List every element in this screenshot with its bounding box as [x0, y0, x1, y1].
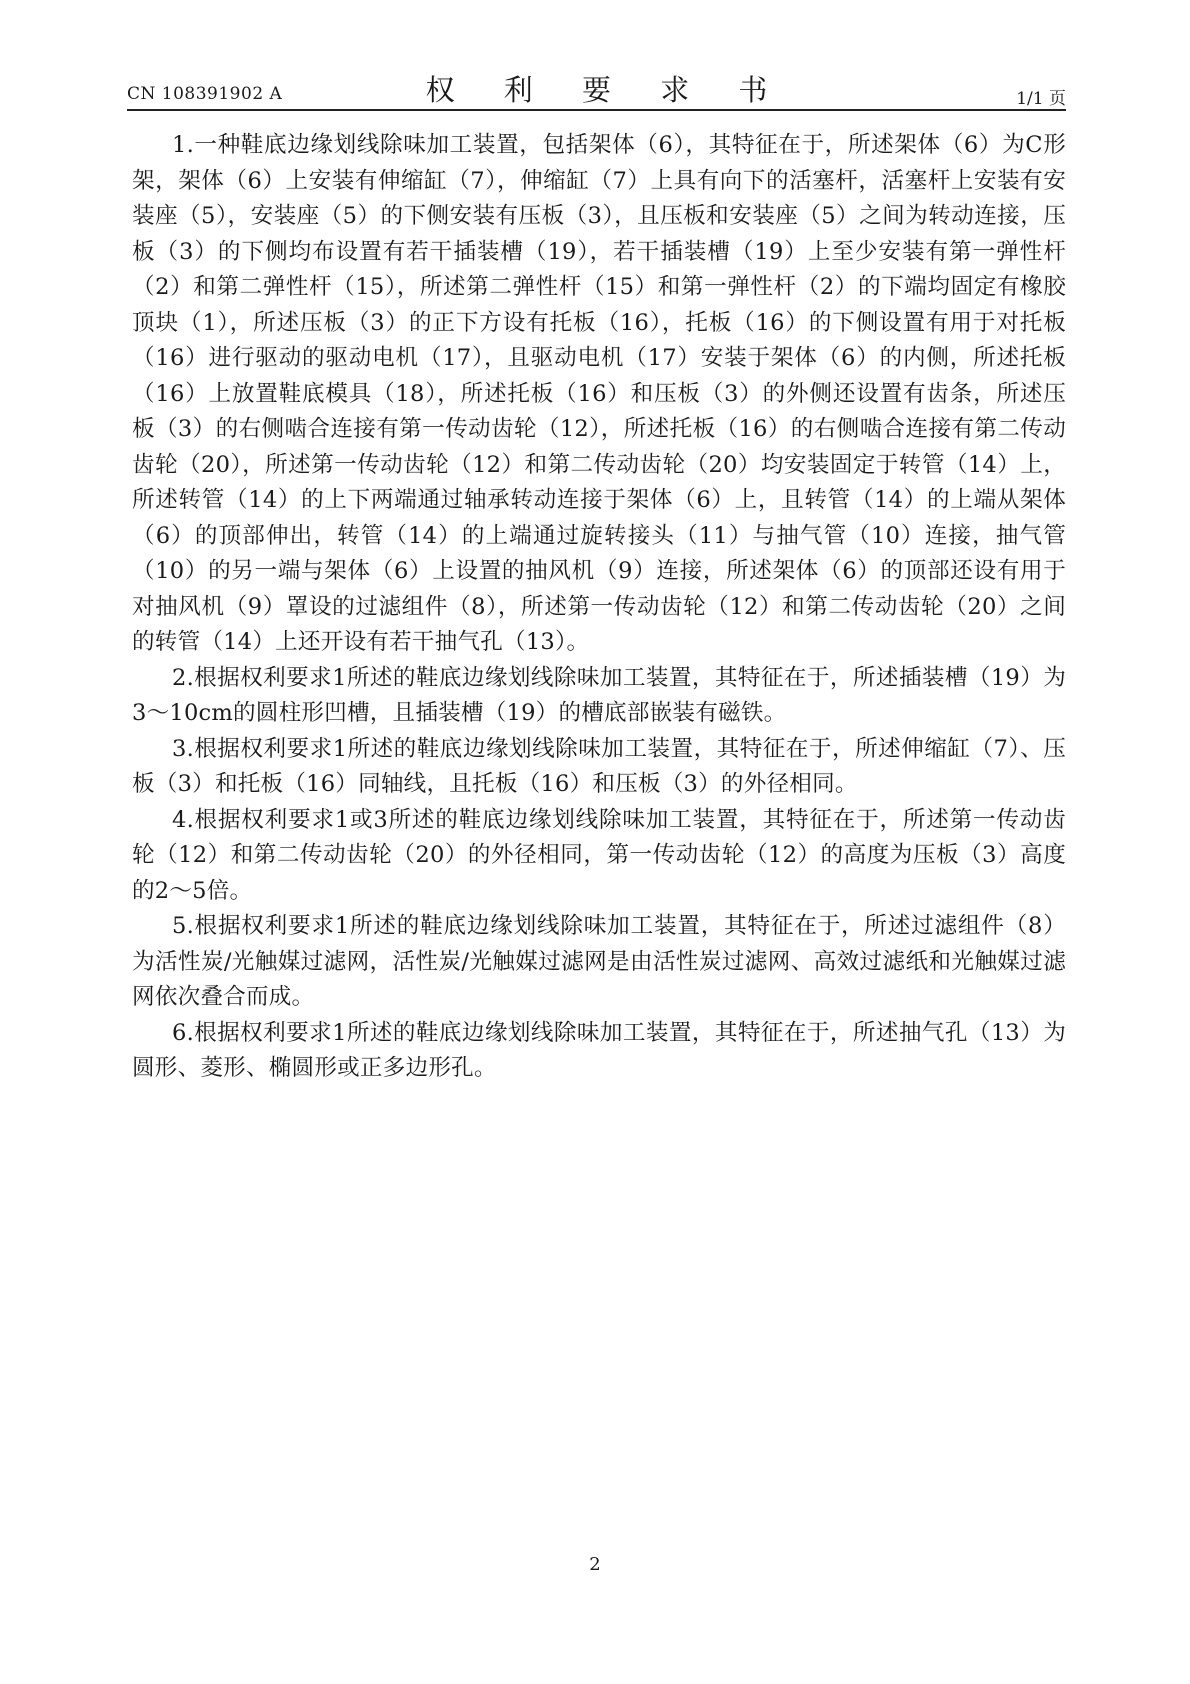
page-count: 1/1 页 [1016, 89, 1066, 109]
claims-body [132, 128, 1066, 1087]
claim-2: 2.根据权利要求1所述的鞋底边缘划线除味加工装置，其特征在于，所述插装槽（19）为3～10cm的圆柱形凹槽，且插装槽（19）的槽底部嵌装有磁铁。 [132, 664, 1066, 726]
claim-3: 3.根据权利要求1所述的鞋底边缘划线除味加工装置，其特征在于，所述伸缩缸（7）、压板（3）和托板（16）同轴线，且托板（16）和压板（3）的外径相同。 [132, 735, 1066, 797]
claim-5: 5.根据权利要求1所述的鞋底边缘划线除味加工装置，其特征在于，所述过滤组件（8）为活性炭/光触媒过滤网，活性炭/光触媒过滤网是由活性炭过滤网、高效过滤纸和光触媒过滤网依次叠合而成。 [132, 913, 1066, 1010]
document-title: 权 利 要 求 书 [425, 73, 788, 107]
page-header [127, 62, 1066, 108]
claim-6: 6.根据权利要求1所述的鞋底边缘划线除味加工装置，其特征在于，所述抽气孔（13）为圆形、菱形、椭圆形或正多边形孔。 [132, 1019, 1066, 1081]
publication-number: CN 108391902 A [127, 84, 283, 104]
claim-4: 4.根据权利要求1或3所述的鞋底边缘划线除味加工装置，其特征在于，所述第一传动齿轮（12）和第二传动齿轮（20）的外径相同，第一传动齿轮（12）的高度为压板（3）高度的2～5倍。 [132, 806, 1066, 904]
header-divider [127, 109, 1066, 111]
page-number: 2 [589, 1554, 601, 1575]
claim-1: 1.一种鞋底边缘划线除味加工装置，包括架体（6），其特征在于，所述架体（6）为C形架，架体（6）上安装有伸缩缸（7），伸缩缸（7）上具有向下的活塞杆，活塞杆上安装有安装座（5），安装座（5）的下侧安装有压板（3），且压板和安装座（5）之间为转动连接，压板（3）的下侧均布设置有若干插装槽（19），若干插装槽（19）上至少安装有第一弹性杆（2）和第二弹性杆（15），所述第二弹性杆（15）和第一弹性杆（2）的下端均固定有橡胶顶块（1），所述压板（3）的正下方设有托板（16），托板（16）的下侧设置有用于对托板（16）进行驱动的驱动电机（17），且驱动电机（17）安装于架体（6）的内侧，所述托板（16）上放置鞋底模具（18），所述托板（16）和压板（3）的外侧还设置有齿条，所述压板（3）的右侧啮合连接有第一传动齿轮（12），所述托板（16）的右侧啮合连接有第二传动齿轮（20），所述第一传动齿轮（12）和第二传动齿轮（20）均安装固定于转管（14）上，所述转管（14）的上下两端通过轴承转动连接于架体（6）上，且转管（14）的上端从架体（6）的顶部伸出，转管（14）的上端通过旋转接头（11）与抽气管（10）连接，抽气管（10）的另一端与架体（6）上设置的抽风机（9）连接，所述架体（6）的顶部还设有用于对抽风机（9）罩设的过滤组件（8），所述第一传动齿轮（12）和第二传动齿轮（20）之间的转管（14）上还开设有若干抽气孔（13）。 [132, 132, 1066, 655]
